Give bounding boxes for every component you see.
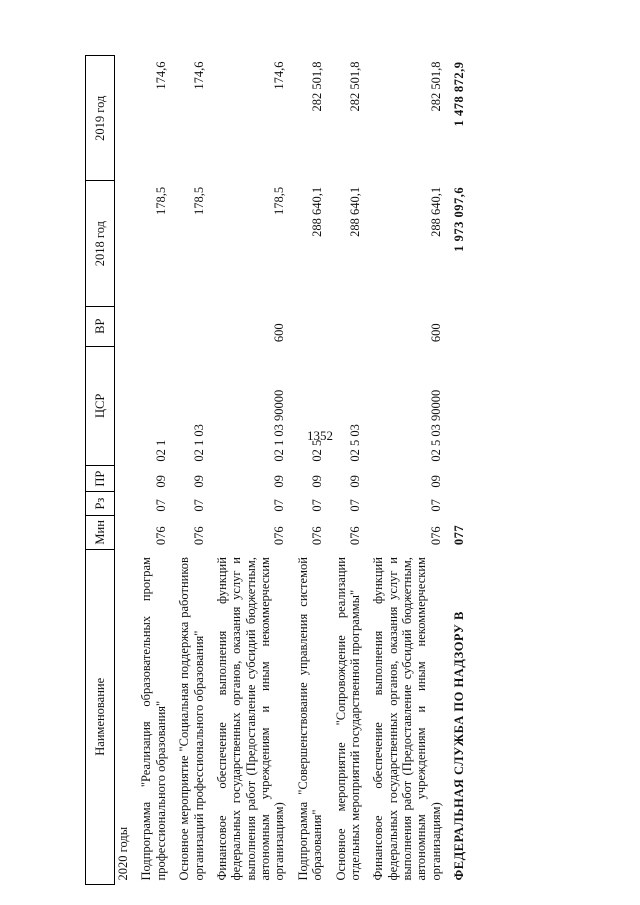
row-rz: 07 <box>428 499 443 512</box>
row-2018: 178,5 <box>191 186 206 216</box>
table-row <box>326 56 364 885</box>
row-min: 076 <box>272 526 287 546</box>
row-rz: 07 <box>153 499 168 512</box>
row-min: 076 <box>428 526 443 546</box>
row-min <box>115 516 132 550</box>
table-row <box>115 56 132 885</box>
row-name: Основное мероприятие "Сопровождение реализации отдельных мероприятий государственной программы" <box>333 557 362 881</box>
row-pr: 09 <box>310 475 325 488</box>
row-pr <box>115 466 132 492</box>
row-rz <box>115 492 132 516</box>
table-header-row <box>86 56 115 885</box>
table-row <box>363 56 444 885</box>
table-row <box>288 56 326 885</box>
row-rz: 07 <box>347 499 362 512</box>
row-pr: 09 <box>428 475 443 488</box>
row-name: 2020 годы <box>116 826 130 881</box>
row-csr: 02 1 <box>153 439 168 462</box>
row-csr <box>115 346 132 466</box>
row-2018: 178,5 <box>272 186 287 216</box>
row-min: 076 <box>191 526 206 546</box>
row-rz: 07 <box>272 499 287 512</box>
row-min: 077 <box>452 524 467 546</box>
row-2018: 288 640,1 <box>347 186 362 237</box>
row-vr <box>169 306 207 346</box>
row-csr: 02 5 <box>310 439 325 462</box>
row-rz: 07 <box>310 499 325 512</box>
row-2019: 174,6 <box>153 61 168 90</box>
row-vr: 600 <box>428 323 443 343</box>
row-csr: 02 5 03 <box>347 424 362 462</box>
budget-table-rotated <box>85 55 585 885</box>
row-2019: 282 501,8 <box>347 61 362 112</box>
row-name: Подпрограмма "Реализация образовательных програм профессионального образования" <box>139 557 168 881</box>
row-name: Финансовое обеспечение выполнения функций федеральных государственных органов, оказания услуг и выполнения работ (Предоставление субсидий бюджетным, автономным учреждениям и иным некоммерческим организациям) <box>371 557 443 881</box>
row-csr <box>444 346 467 466</box>
row-vr <box>115 306 132 346</box>
table-row-total <box>444 56 467 885</box>
row-2019 <box>115 56 132 181</box>
row-vr <box>131 306 169 346</box>
row-2019: 174,6 <box>272 61 287 90</box>
row-name: ФЕДЕРАЛЬНАЯ СЛУЖБА ПО НАДЗОРУ В <box>452 611 467 881</box>
row-pr: 09 <box>191 475 206 488</box>
row-rz: 07 <box>191 499 206 512</box>
row-vr: 600 <box>272 323 287 343</box>
row-name: Подпрограмма "Совершенствование управления системой образования" <box>295 557 325 881</box>
row-min: 076 <box>347 526 362 546</box>
page-number: 1352 <box>307 428 333 443</box>
row-pr: 09 <box>153 475 168 488</box>
row-pr: 09 <box>347 475 362 488</box>
row-vr <box>288 306 326 346</box>
row-2019: 1 478 872,9 <box>452 61 467 127</box>
header-2018: 2018 год <box>86 181 115 306</box>
header-rz: Рз <box>86 492 115 516</box>
row-2018: 288 640,1 <box>428 186 443 237</box>
row-vr <box>444 306 467 346</box>
row-csr: 02 1 03 90000 <box>272 389 287 462</box>
header-name: Наименование <box>86 549 115 884</box>
row-rz <box>444 492 467 516</box>
header-csr: ЦСР <box>86 346 115 466</box>
header-pr: ПР <box>86 466 115 492</box>
row-csr: 02 1 03 <box>191 424 206 462</box>
row-pr <box>444 466 467 492</box>
header-vr: ВР <box>86 306 115 346</box>
row-name: Финансовое обеспечение выполнения функций федеральных государственных органов, оказания услуг и выполнения работ (Предоставление субсидий бюджетным, автономным учреждениям и иным некоммерческим организациям) <box>214 557 287 881</box>
header-2019: 2019 год <box>86 56 115 181</box>
budget-table <box>85 55 468 885</box>
row-2019: 282 501,8 <box>310 61 325 112</box>
table-row <box>131 56 169 885</box>
row-2018: 178,5 <box>153 186 168 216</box>
row-2019: 282 501,8 <box>428 61 443 112</box>
row-pr: 09 <box>272 475 287 488</box>
row-min: 076 <box>310 526 325 546</box>
row-min: 076 <box>153 526 168 546</box>
row-2018 <box>115 181 132 306</box>
row-2018: 1 973 097,6 <box>452 186 467 252</box>
table-row <box>169 56 207 885</box>
row-vr <box>326 306 364 346</box>
row-csr: 02 5 03 90000 <box>428 389 443 462</box>
table-row <box>207 56 288 885</box>
row-name: Основное мероприятие "Социальная поддержка работников организаций профессионального образования" <box>177 557 206 881</box>
header-min: Мин <box>86 516 115 550</box>
row-2018: 288 640,1 <box>310 186 325 237</box>
row-2019: 174,6 <box>191 61 206 90</box>
